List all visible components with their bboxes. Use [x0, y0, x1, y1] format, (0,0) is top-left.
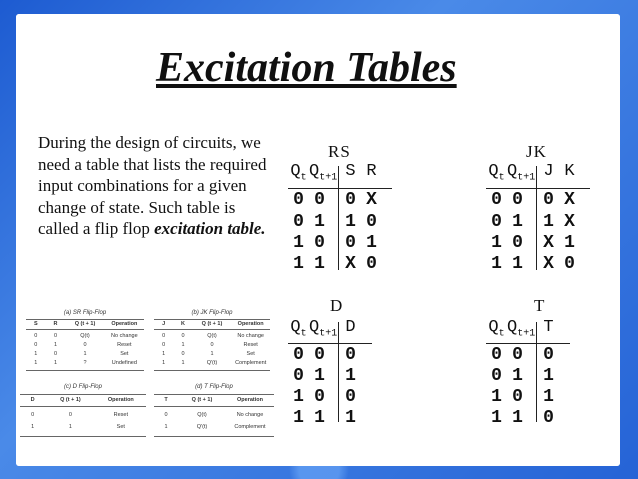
mini-d-row: 1 1 Set [31, 424, 125, 430]
rs-header-s: S [345, 162, 356, 181]
t-cell: 0 [491, 366, 502, 386]
jk-row [486, 254, 580, 274]
t-cell: 1 [543, 387, 554, 407]
d-row [288, 408, 361, 428]
jk-cell: 1 [564, 233, 575, 253]
d-cell: 1 [314, 366, 325, 386]
jk-header-k: K [564, 162, 575, 181]
mini-jk-row: 0 1 0 Reset [162, 342, 258, 348]
t-row [486, 408, 559, 428]
mini-cell: Q (t + 1) [74, 321, 96, 327]
d-cell: 0 [293, 345, 304, 365]
slide-title: Excitation Tables [156, 45, 457, 91]
description-paragraph [38, 132, 270, 240]
d-cell: 1 [345, 408, 356, 428]
t-excitation-table [486, 296, 596, 426]
mini-jk-header: J K Q (t + 1) Operation [162, 321, 264, 327]
d-cell: 0 [345, 387, 356, 407]
jk-cell: 1 [512, 212, 523, 232]
rs-excitation-table [288, 142, 418, 272]
jk-cell: 0 [512, 190, 523, 210]
rs-cell: 0 [366, 212, 377, 232]
t-header-qt1: $Q_{t+1}$ [507, 318, 536, 340]
t-row [486, 387, 559, 407]
mini-table-t [154, 384, 274, 440]
jk-cell: 0 [564, 254, 575, 274]
mini-t-caption: (d) T Flip-Flop [195, 384, 233, 390]
rs-cell: 1 [314, 254, 325, 274]
jk-header-qt1: $Q_{t+1}$ [507, 162, 536, 184]
t-cell: 0 [543, 345, 554, 365]
mini-cell: Operation [111, 321, 138, 327]
d-cell: 0 [314, 387, 325, 407]
slide-canvas [16, 14, 620, 466]
d-excitation-table [288, 296, 398, 426]
jk-cell: 0 [491, 212, 502, 232]
jk-header-row [486, 162, 580, 183]
jk-cell: 1 [491, 254, 502, 274]
jk-header-j: J [543, 162, 554, 181]
mini-sr-row: 0 1 0 Reset [34, 342, 132, 348]
rs-row [288, 212, 382, 232]
rs-header-qt1: $Q_{t+1}$ [309, 162, 338, 184]
d-cell: 0 [314, 345, 325, 365]
t-cell: 1 [543, 366, 554, 386]
rs-header-qt: $Q_t$ [290, 162, 307, 184]
jk-cell: 1 [491, 233, 502, 253]
d-cell: 1 [314, 408, 325, 428]
d-header-row [288, 318, 361, 339]
mini-table-jk [154, 310, 270, 372]
mini-d-header: D Q (t + 1) Operation [30, 397, 134, 403]
jk-row [486, 190, 580, 210]
rs-header-r: R [366, 162, 377, 181]
rs-header-row [288, 162, 382, 183]
d-row [288, 366, 361, 386]
jk-cell: 0 [491, 190, 502, 210]
rs-cell: 0 [293, 212, 304, 232]
jk-row [486, 233, 580, 253]
rs-row [288, 233, 382, 253]
t-cell: 0 [543, 408, 554, 428]
jk-cell: 0 [512, 233, 523, 253]
jk-excitation-table [486, 142, 616, 272]
mini-table-d [20, 384, 146, 440]
d-row [288, 345, 361, 365]
d-cell: 1 [293, 387, 304, 407]
mini-t-row: 1 Q'(t) Complement [164, 424, 266, 430]
mini-cell: R [53, 321, 58, 327]
jk-cell: X [543, 254, 554, 274]
mini-sr-caption: (a) SR Flip-Flop [63, 310, 107, 316]
jk-cell: X [543, 233, 554, 253]
rs-cell: X [366, 190, 377, 210]
mini-jk-row: 0 0 Q(t) No change [162, 333, 264, 339]
jk-header-qt: $Q_t$ [488, 162, 505, 184]
rs-cell: 1 [293, 254, 304, 274]
mini-cell: S [34, 321, 38, 327]
rs-caption: RS [328, 142, 351, 161]
t-row [486, 366, 559, 386]
rs-cell: 0 [366, 254, 377, 274]
rs-cell: 1 [314, 212, 325, 232]
jk-caption: JK [526, 142, 547, 161]
jk-cell: 1 [543, 212, 554, 232]
t-cell: 0 [512, 387, 523, 407]
rs-cell: 0 [293, 190, 304, 210]
rs-cell: 0 [345, 190, 356, 210]
mini-sr-row: 0 0 Q(t) No change [34, 333, 138, 339]
jk-cell: 1 [512, 254, 523, 274]
jk-cell: X [564, 212, 575, 232]
t-header-row [486, 318, 559, 339]
t-caption: T [534, 296, 546, 315]
mini-sr-row: 1 1 ? Undefined [34, 360, 137, 366]
t-cell: 0 [512, 345, 523, 365]
d-cell: 1 [345, 366, 356, 386]
d-row [288, 387, 361, 407]
rs-cell: X [345, 254, 356, 274]
mini-sr-row: 1 0 1 Set [34, 351, 129, 357]
t-cell: 1 [491, 408, 502, 428]
mini-jk-row: 1 1 Q'(t) Complement [162, 360, 267, 366]
mini-table-sr [26, 310, 144, 372]
rs-cell: 1 [293, 233, 304, 253]
t-cell: 0 [491, 345, 502, 365]
d-header-d: D [345, 318, 356, 337]
rs-row [288, 254, 382, 274]
t-row [486, 345, 559, 365]
rs-cell: 0 [314, 190, 325, 210]
mini-d-row: 0 0 Reset [31, 412, 128, 418]
mini-jk-row: 1 0 1 Set [162, 351, 255, 357]
d-header-qt1: $Q_{t+1}$ [309, 318, 338, 340]
description-text: During the design of circuits, we need a table that lists the required input combinations for a given change of state. Such table is called a flip flop [38, 133, 267, 239]
jk-cell: X [564, 190, 575, 210]
t-cell: 1 [512, 366, 523, 386]
rs-cell: 1 [366, 233, 377, 253]
mini-jk-caption: (b) JK Flip-Flop [191, 310, 233, 316]
t-cell: 1 [512, 408, 523, 428]
jk-cell: 0 [543, 190, 554, 210]
description-emphasis: excitation table. [154, 219, 266, 239]
rs-cell: 0 [345, 233, 356, 253]
rs-row [288, 190, 382, 210]
t-header-qt: $Q_t$ [488, 318, 505, 340]
mini-sr-header [26, 321, 144, 327]
mini-t-header: T Q (t + 1) Operation [164, 397, 263, 403]
rs-cell: 0 [314, 233, 325, 253]
mini-d-caption: (c) D Flip-Flop [63, 384, 102, 390]
rs-cell: 1 [345, 212, 356, 232]
mini-t-row: 0 Q(t) No change [164, 412, 264, 418]
d-header-qt: $Q_t$ [290, 318, 307, 340]
t-cell: 1 [491, 387, 502, 407]
t-header-t: T [543, 318, 554, 337]
d-cell: 0 [293, 366, 304, 386]
d-cell: 1 [293, 408, 304, 428]
jk-row [486, 212, 580, 232]
d-caption: D [330, 296, 344, 315]
d-cell: 0 [345, 345, 356, 365]
